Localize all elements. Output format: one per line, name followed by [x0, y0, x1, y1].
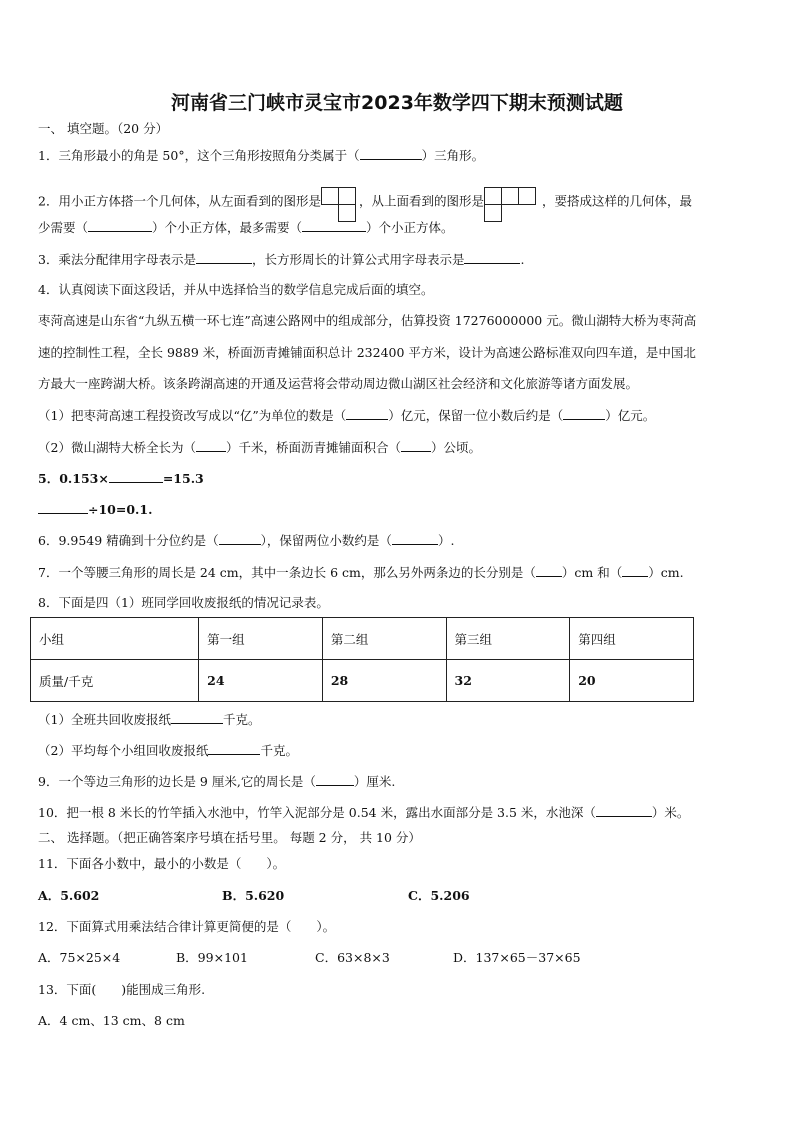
- table-cell: 20: [570, 660, 694, 702]
- q4-blank-2[interactable]: [563, 407, 605, 420]
- q1-end: ）三角形。: [421, 148, 485, 163]
- question-5-line2: [38, 501, 152, 518]
- q12-option-d[interactable]: D．137×65－37×65: [453, 950, 581, 965]
- table-cell: 28: [322, 660, 446, 702]
- q6-blank-2[interactable]: [392, 532, 438, 545]
- q4-sub2b: ）千米，桥面沥青摊铺面积合（: [225, 440, 401, 455]
- q1-text: 1．三角形最小的角是 50°，这个三角形按照角分类属于（: [38, 148, 360, 163]
- q8-intro: 8．下面是四（1）班同学回收废报纸的情况记录表。: [38, 595, 329, 610]
- q8-sub1a: （1）全班共回收废报纸: [38, 712, 171, 727]
- q4-blank-3[interactable]: [196, 439, 226, 452]
- q11-option-a[interactable]: A．5.602: [38, 888, 100, 903]
- q7-a: 7．一个等腰三角形的周长是 24 cm，其中一条边长 6 cm，那么另外两条边的长分别是（: [38, 565, 536, 580]
- q9-blank[interactable]: [316, 773, 354, 786]
- page-title: 河南省三门峡市灵宝市2023年数学四下期末预测试题: [171, 92, 623, 114]
- q4-sub2c: ）公顷。: [430, 440, 481, 455]
- q6-b: ），保留两位小数约是（: [260, 533, 392, 548]
- question-6: [38, 532, 454, 549]
- table-row: [31, 660, 694, 702]
- table-header-row: [31, 618, 694, 660]
- recycling-table: [30, 617, 694, 702]
- q7-blank-2[interactable]: [622, 564, 648, 577]
- q11-stem: 11．下面各小数中，最小的小数是（ ）。: [38, 856, 286, 871]
- q9-a: 9．一个等边三角形的边长是 9 厘米,它的周长是（: [38, 774, 316, 789]
- section1-heading: 一、 填空题。（20 分）: [38, 121, 169, 136]
- q7-c: ）cm.: [648, 565, 684, 580]
- q8-sub-2: [38, 742, 298, 759]
- q12-option-a[interactable]: A．75×25×4: [38, 950, 121, 965]
- q3-c: .: [520, 252, 525, 267]
- question-2: [38, 183, 692, 221]
- q9-b: ）厘米.: [353, 774, 396, 789]
- table-header-cell: 第四组: [570, 618, 694, 660]
- question-9: [38, 773, 395, 790]
- q8-sub2a: （2）平均每个小组回收废报纸: [38, 743, 209, 758]
- q4-sub1b: ）亿元，保留一位小数后约是（: [388, 408, 564, 423]
- q3-blank-1[interactable]: [196, 251, 252, 264]
- q3-blank-2[interactable]: [464, 251, 520, 264]
- q2-blank-max[interactable]: [302, 219, 366, 232]
- q4-passage-3: 方最大一座跨湖大桥。该条跨湖高速的开通及运营将会带动周边微山湖区社会经济和文化旅游等诸方面发展。: [38, 376, 639, 391]
- q5-c: ÷10=0.1.: [88, 502, 153, 517]
- section2-heading: 二、 选择题。（把正确答案序号填在括号里。 每题 2 分， 共 10 分）: [38, 830, 421, 845]
- q3-b: ，长方形周长的计算公式用字母表示是: [251, 252, 465, 267]
- q10-blank[interactable]: [596, 804, 652, 817]
- table-cell: 24: [199, 660, 323, 702]
- q8-sub1b: 千克。: [222, 712, 261, 727]
- q3-a: 3．乘法分配律用字母表示是: [38, 252, 196, 267]
- q8-blank-1[interactable]: [171, 711, 223, 724]
- q2-line2a: 少需要（: [38, 220, 89, 235]
- q6-a: 6．9.9549 精确到十分位约是（: [38, 533, 219, 548]
- question-7: [38, 564, 684, 581]
- q2-line2c: ）个小正方体。: [366, 220, 454, 235]
- q1-blank[interactable]: [360, 147, 422, 160]
- table-header-cell: 第二组: [322, 618, 446, 660]
- q12-option-b[interactable]: B．99×101: [176, 950, 248, 965]
- table-cell: 32: [446, 660, 570, 702]
- q4-sub2a: （2）微山湖特大桥全长为（: [38, 440, 196, 455]
- q4-passage-1: 枣菏高速是山东省“九纵五横一环七连”高速公路网中的组成部分，估算投资 17276000000 元。微山湖特大桥为枣菏高: [38, 313, 697, 328]
- q13-option-a[interactable]: A．4 cm、13 cm、8 cm: [38, 1013, 185, 1028]
- q11-option-c[interactable]: C．5.206: [408, 888, 470, 903]
- q11-option-b[interactable]: B．5.620: [222, 888, 285, 903]
- q10-b: ）米。: [651, 805, 690, 820]
- q2-blank-min[interactable]: [88, 219, 152, 232]
- q4-blank-4[interactable]: [401, 439, 431, 452]
- q8-blank-2[interactable]: [208, 742, 260, 755]
- question-5: [38, 470, 204, 487]
- q5-blank-1[interactable]: [109, 470, 163, 483]
- q5-a: 5．0.153×: [38, 471, 109, 486]
- q12-option-c[interactable]: C．63×8×3: [315, 950, 390, 965]
- q12-stem: 12．下面算式用乘法结合律计算更简便的是（ ）。: [38, 919, 336, 934]
- q7-blank-1[interactable]: [536, 564, 562, 577]
- q8-sub-1: [38, 711, 260, 728]
- table-header-cell: 第一组: [199, 618, 323, 660]
- q2-line2b: ）个小正方体，最多需要（: [152, 220, 303, 235]
- q4-passage-2: 速的控制性工程，全长 9889 米，桥面沥青摊铺面积总计 232400 平方米，设计为高速公路标准双向四车道，是中国北: [38, 345, 696, 360]
- q4-sub1c: ）亿元。: [605, 408, 656, 423]
- q4-sub-1: [38, 407, 655, 424]
- q4-intro: 4．认真阅读下面这段话，并从中选择恰当的数学信息完成后面的填空。: [38, 282, 434, 297]
- question-3: [38, 251, 524, 268]
- q4-sub-2: [38, 439, 481, 456]
- q2-part3: ，要搭成这样的几何体，最: [541, 193, 692, 209]
- question-2-line2: [38, 219, 454, 236]
- q2-part1: 2．用小正方体搭一个几何体，从左面看到的图形是: [38, 193, 321, 209]
- q8-sub2b: 千克。: [260, 743, 298, 758]
- q6-blank-1[interactable]: [219, 532, 261, 545]
- q10-a: 10．把一根 8 米长的竹竿插入水池中，竹竿入泥部分是 0.54 米，露出水面部分是 3.5 米，水池深（: [38, 805, 596, 820]
- q4-sub1a: （1）把枣菏高速工程投资改写成以“亿”为单位的数是（: [38, 408, 347, 423]
- question-1: [38, 147, 484, 164]
- q7-b: ）cm 和（: [561, 565, 623, 580]
- question-10: [38, 804, 689, 821]
- q13-stem: 13．下面( )能围成三角形.: [38, 982, 206, 997]
- q2-part2: ，从上面看到的图形是: [358, 193, 484, 209]
- q6-c: ）.: [437, 533, 455, 548]
- table-header-cell: 小组: [31, 618, 199, 660]
- top-view-figure-icon: [484, 187, 542, 225]
- q4-blank-1[interactable]: [346, 407, 388, 420]
- table-header-cell: 第三组: [446, 618, 570, 660]
- q5-b: =15.3: [162, 471, 204, 486]
- table-row-label: 质量/千克: [31, 660, 199, 702]
- q5-blank-2[interactable]: [38, 501, 88, 514]
